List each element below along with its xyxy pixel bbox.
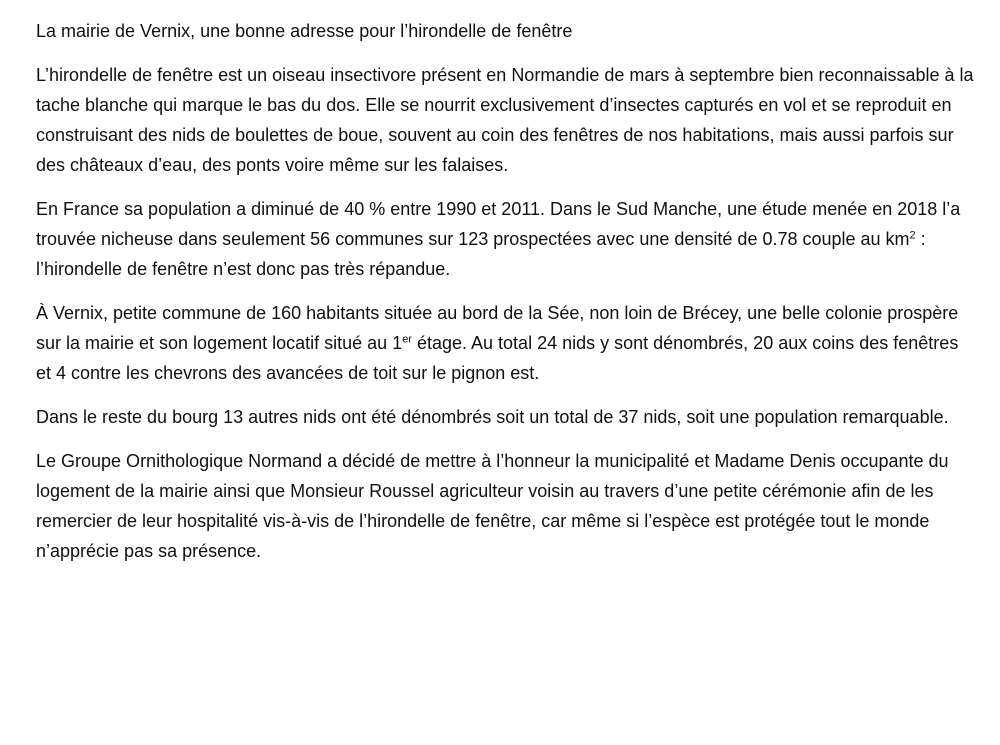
document-body xyxy=(36,16,976,580)
paragraph-1: L’hirondelle de fenêtre est un oiseau insectivore présent en Normandie de mars à septembre bien reconnaissable à la tache blanche qui marque le bas du dos. Elle se nourrit exclusivement d’insectes capturés en vol et se reproduit en construisant des nids de boulettes de boue, souvent au coin des fenêtres de nos habitations, mais aussi parfois sur des châteaux d’eau, des ponts voire même sur les falaises. xyxy=(36,65,974,175)
superscript-squared: 2 xyxy=(909,229,916,242)
paragraph-2 xyxy=(36,194,976,284)
paragraph-2-text-a: En France sa population a diminué de 40 % entre 1990 et 2011. Dans le Sud Manche, une étude menée en 2018 l’a trouvée nicheuse dans seulement 56 communes sur 123 prospectées avec une densité de 0.78 couple au km xyxy=(36,199,961,249)
paragraph-2-text-b: : l’hirondelle de fenêtre n’est donc pas très répandue. xyxy=(36,229,926,279)
superscript-ordinal: er xyxy=(402,333,412,346)
paragraph-4: Dans le reste du bourg 13 autres nids ont été dénombrés soit un total de 37 nids, soit une population remarquable. xyxy=(36,407,949,427)
paragraph-3 xyxy=(36,298,976,388)
paragraph-5: Le Groupe Ornithologique Normand a décidé de mettre à l’honneur la municipalité et Madame Denis occupante du logement de la mairie ainsi que Monsieur Roussel agriculteur voisin au travers d’une petite cérémonie afin de les remercier de leur hospitalité vis-à-vis de l’hirondelle de fenêtre, car même si l’espèce est protégée tout le monde n’apprécie pas sa présence. xyxy=(36,451,949,561)
paragraph-3-text-a: À Vernix, petite commune de 160 habitants située au bord de la Sée, non loin de Brécey, une belle colonie prospère sur la mairie et son logement locatif situé au 1 xyxy=(36,303,959,353)
paragraph-3-text-b: étage. Au total 24 nids y sont dénombrés, 20 aux coins des fenêtres et 4 contre les chevrons des avancées de toit sur le pignon est. xyxy=(36,333,959,383)
document-title: La mairie de Vernix, une bonne adresse pour l’hirondelle de fenêtre xyxy=(36,21,573,41)
